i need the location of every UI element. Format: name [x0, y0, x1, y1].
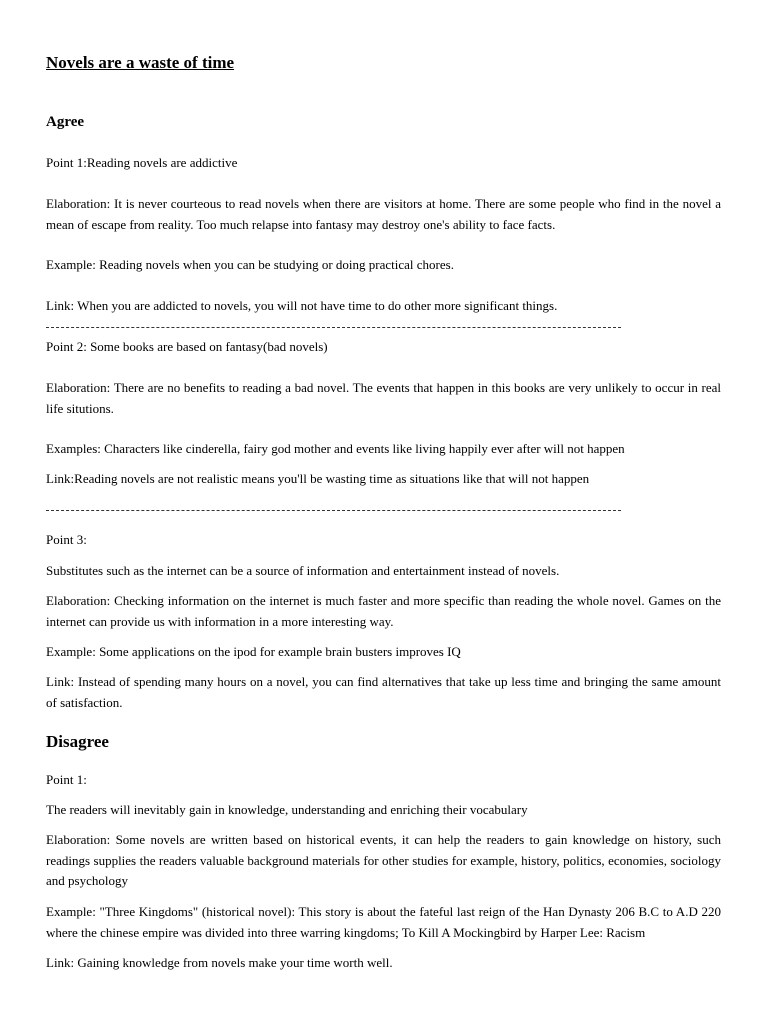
disagree-point1-statement: The readers will inevitably gain in knowledge, understanding and enriching their vocabulary [46, 802, 528, 817]
agree-point1-elaboration: Elaboration: It is never courteous to read novels when there are visitors at home. There are some people who find in the novel a mean of escape from reality. Too much relapse into fantasy may destroy one's ability to face facts. [46, 196, 721, 232]
agree-point1-example: Example: Reading novels when you can be studying or doing practical chores. [46, 257, 454, 272]
document-title: Novels are a waste of time [46, 53, 235, 72]
agree-point3-elaboration: Elaboration: Checking information on the internet is much faster and more specific than reading the whole novel. Games on the internet can provide us with information in a more interesting way. [46, 593, 721, 629]
agree-heading: Agree [46, 114, 85, 130]
agree-point2-example: Examples: Characters like cinderella, fairy god mother and events like living happily ever after will not happen [46, 441, 625, 456]
agree-point1-link: Link: When you are addicted to novels, you will not have time to do other more significant things. [46, 298, 558, 313]
agree-point2-link: Link:Reading novels are not realistic means you'll be wasting time as situations like that will not happen [46, 471, 590, 486]
agree-point3-example: Example: Some applications on the ipod for example brain busters improves IQ [46, 644, 461, 659]
disagree-point1-elaboration: Elaboration: Some novels are written based on historical events, it can help the readers to gain knowledge on history, such readings supplies the readers valuable background materials for other studies for example, history, politics, economies, sociology and psychology [46, 832, 721, 888]
agree-point3-link: Link: Instead of spending many hours on a novel, you can find alternatives that take up less time and bringing the same amount of satisfaction. [46, 674, 721, 710]
disagree-point1-link: Link: Gaining knowledge from novels make your time worth well. [46, 955, 393, 970]
disagree-heading: Disagree [46, 732, 109, 751]
disagree-point1-example: Example: "Three Kingdoms" (historical novel): This story is about the fateful last reign of the Han Dynasty 206 B.C to A.D 220 where the chinese empire was divided into three warring kingdoms; To Kill A Mockingbird by Harper Lee: Racism [46, 904, 721, 940]
agree-point3-label: Point 3: [46, 532, 87, 547]
agree-point1-label: Point 1:Reading novels are addictive [46, 155, 238, 170]
section-divider [46, 510, 621, 511]
section-divider [46, 327, 621, 328]
agree-point3-statement: Substitutes such as the internet can be a source of information and entertainment instead of novels. [46, 563, 560, 578]
disagree-point1-label: Point 1: [46, 772, 87, 787]
agree-point2-elaboration: Elaboration: There are no benefits to reading a bad novel. The events that happen in this books are very unlikely to occur in real life situtions. [46, 380, 721, 416]
agree-point2-label: Point 2: Some books are based on fantasy(bad novels) [46, 339, 328, 354]
